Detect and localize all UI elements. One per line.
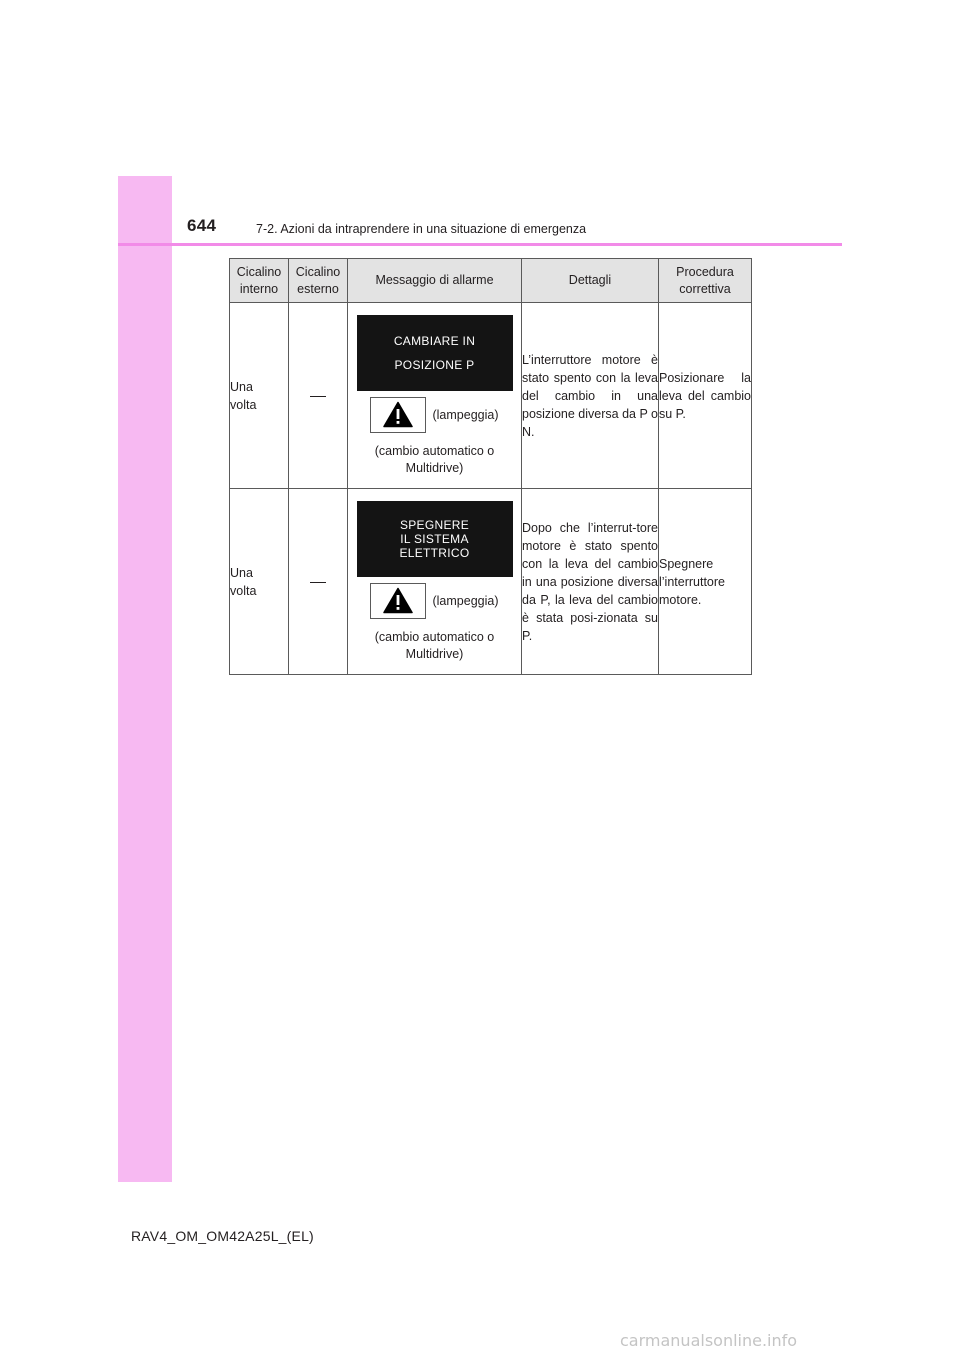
col-header-warning-message: Messaggio di allarme xyxy=(348,259,522,303)
side-tab-band xyxy=(118,176,172,1182)
col-header-external-buzzer: Cicalino esterno xyxy=(289,259,348,303)
flash-label: (lampeggia) xyxy=(432,407,499,422)
table-header-row xyxy=(230,259,752,303)
internal-buzzer-cell: Una volta xyxy=(230,303,289,489)
warning-triangle-icon xyxy=(370,397,426,433)
col-header-internal-buzzer: Cicalino interno xyxy=(230,259,289,303)
display-screen: SPEGNERE IL SISTEMA ELETTRICO xyxy=(357,501,513,577)
warning-message-cell xyxy=(348,303,522,489)
watermark: carmanualsonline.info xyxy=(620,1331,798,1350)
display-screen: CAMBIARE IN POSIZIONE P xyxy=(357,315,513,391)
warning-message-table xyxy=(229,258,752,675)
details-cell: Dopo che l’interrut-tore motore è stato spento con la leva del cambio in una posizione diversa da P, la leva del cambio è stata posi-zionata su P. xyxy=(522,489,659,675)
col-header-details: Dettagli xyxy=(522,259,659,303)
col-header-procedure: Procedura correttiva xyxy=(659,259,752,303)
section-title: 7-2. Azioni da intraprendere in una situazione di emergenza xyxy=(256,222,587,236)
transmission-note: (cambio automatico o Multidrive) xyxy=(374,443,495,475)
no-buzzer-dash xyxy=(310,396,326,397)
document-code: RAV4_OM_OM42A25L_(EL) xyxy=(131,1228,314,1244)
header-rule xyxy=(118,243,842,246)
internal-buzzer-cell: Una volta xyxy=(230,489,289,675)
page-number: 644 xyxy=(187,216,217,235)
external-buzzer-cell xyxy=(289,489,348,675)
warning-message-cell xyxy=(348,489,522,675)
table-row xyxy=(230,489,752,675)
procedure-cell: Spegnere l’interruttore motore. xyxy=(659,489,752,675)
transmission-note: (cambio automatico o Multidrive) xyxy=(374,629,495,661)
procedure-cell: Posizionare la leva del cambio su P. xyxy=(659,303,752,489)
flash-label: (lampeggia) xyxy=(432,593,499,608)
table-row xyxy=(230,303,752,489)
warning-triangle-icon xyxy=(370,583,426,619)
details-cell: L’interruttore motore è stato spento con la leva del cambio in una posizione diversa da P o N. xyxy=(522,303,659,489)
no-buzzer-dash xyxy=(310,582,326,583)
external-buzzer-cell xyxy=(289,303,348,489)
